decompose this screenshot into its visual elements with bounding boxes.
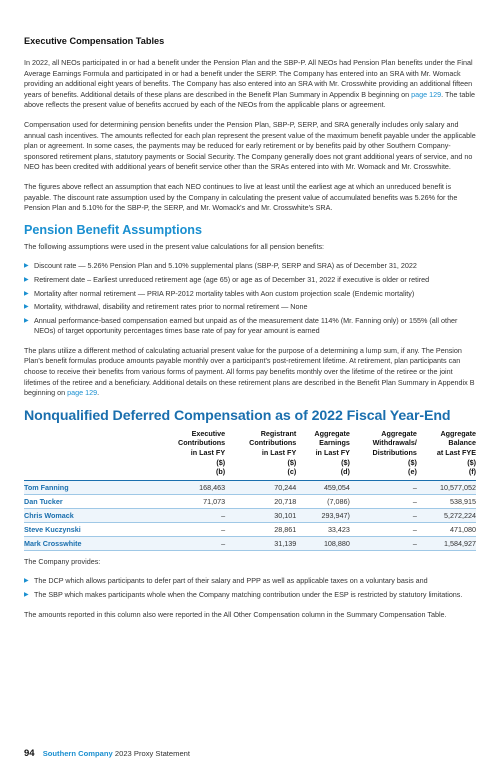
document-name: 2023 Proxy Statement — [114, 749, 191, 758]
list-item-text: Mortality after normal retirement — PRIA RP-2012 mortality tables with Aon custom projection scale (Endemic mortality) — [34, 288, 415, 298]
cell-registrant-contributions: 70,244 — [225, 480, 296, 494]
triangle-bullet-icon: ▶ — [24, 263, 29, 270]
table-row — [24, 480, 476, 494]
paragraph-text: The plans utilize a different method of calculating actuarial present value for the purpose of a determining a lump sum, if any. The Pension Plan's benefit formulas produce amounts payable monthly over a participant's post-retirement lifetime. At retirement, plan participants can choose to receive their benefits from various forms of payment. All forms pay benefits monthly over the lifetime of the retiree or the joint lifetimes of the retiree and a beneficiary. Additional details on these retirement plans are described in the Benefit Plan Summary in Appendix B beginning on — [24, 345, 475, 398]
list-item-text: Annual performance-based compensation earned but unpaid as of the measurement date 114% (Mr. Fanning only) or 155% (all other NEOs) of target opportunity percentages times base rate of pay for year amount is earned — [34, 315, 458, 336]
cell-aggregate-balance: 10,577,052 — [417, 480, 476, 494]
row-name: Mark Crosswhite — [24, 536, 154, 550]
triangle-bullet-icon: ▶ — [24, 317, 29, 324]
list-item — [24, 576, 476, 587]
pension-assumptions-list — [24, 261, 476, 337]
table-header-row — [24, 429, 476, 480]
list-item — [24, 261, 476, 272]
list-item-text: Retirement date – Earliest unreduced retirement age (age 65) or age as of December 31, 2022 if executive is older or retired — [34, 274, 430, 284]
list-item-text: Discount rate — 5.26% Pension Plan and 5.10% supplemental plans (SBP-P, SERP and SRA) as of December 31, 2022 — [34, 261, 417, 271]
list-item-text: Mortality, withdrawal, disability and retirement rates prior to normal retirement — None — [34, 302, 308, 312]
cell-aggregate-earnings: (7,086) — [296, 494, 350, 508]
triangle-bullet-icon: ▶ — [24, 578, 29, 585]
list-item — [24, 275, 476, 286]
column-header-aggregate-balance: Aggregate Balance at Last FYE ($) (f) — [436, 428, 476, 477]
list-item — [24, 316, 476, 337]
paragraph-discount-rate: The figures above reflect an assumption that each NEO continues to live at least until the earliest age at which an unreduced benefit is payable. The discount rate assumption used by the Company in calculating the present value of accumulated benefits was 5.26% for the Pension Plan and 5.10% for the SBP-P, the SERP, and Mr. Womack's and Mr. Crosswhite's SRA. — [24, 181, 458, 213]
paragraph-compensation-basis: Compensation used for determining pension benefits under the Pension Plan, SBP-P, SERP, and SRA generally includes only salary and annual cash incentives. The amounts reflected for each plan represent the present value of the maximum benefit payable under the applicable plan or agreement. In some cases, the payments may be reduced for early retirement or by benefits paid by other Southern Company-sponsored retirement plans, statutory payments or Social Security. The Company generally does not grant additional years of service, and no NEO has been credited with additional years of benefit service other than the SRAs entered into with Mr. Womack and Mr. Crosswhite. — [24, 119, 476, 172]
cell-aggregate-withdrawals: – — [350, 536, 417, 550]
column-header-aggregate-withdrawals: Aggregate Withdrawals/ Distributions ($) (e) — [372, 428, 417, 477]
pension-assumptions-heading: Pension Benefit Assumptions — [24, 222, 202, 237]
table-row — [24, 508, 476, 522]
page-number: 94 — [24, 748, 35, 759]
paragraph-text: . The table above reflects the present value of benefits accrued by each of the NEOs from the applicable plans or agreement. — [24, 89, 475, 110]
paragraph-text: In 2022, all NEOs participated in or had a benefit under the Pension Plan and the SBP-P. All NEOs had Pension Plan benefits under the Final Average Earnings Formula and participated in or had a benefit under the SERP. The Company has entered into an SRA with Mr. Womack providing an additional eight years of benefits. The Company has also entered into an SRA with Mr. Crosswhite providing an additional fifteen years of benefits. Additional details of these plans are described in the Benefit Plan Summary in Appendix B beginning on — [24, 58, 473, 99]
pension-intro: The following assumptions were used in the present value calculations for all pension benefits: — [24, 241, 325, 251]
row-name: Steve Kuczynski — [24, 522, 154, 536]
table-row — [24, 536, 476, 550]
list-item — [24, 590, 476, 601]
cell-executive-contributions: – — [154, 536, 225, 550]
cell-registrant-contributions: 20,718 — [225, 494, 296, 508]
cell-aggregate-withdrawals: – — [350, 522, 417, 536]
name-column-header — [24, 429, 154, 480]
cell-aggregate-balance: 538,915 — [417, 494, 476, 508]
cell-aggregate-withdrawals: – — [350, 480, 417, 494]
paragraph-amounts-reported: The amounts reported in this column also were reported in the All Other Compensation column in the Summary Compensation Table. — [24, 609, 447, 619]
triangle-bullet-icon: ▶ — [24, 276, 29, 283]
row-name: Chris Womack — [24, 508, 154, 522]
paragraph-pension-participation — [24, 58, 476, 111]
cell-registrant-contributions: 30,101 — [225, 508, 296, 522]
cell-aggregate-balance: 1,584,927 — [417, 536, 476, 550]
cell-aggregate-earnings: 108,880 — [296, 536, 350, 550]
cell-aggregate-withdrawals: – — [350, 494, 417, 508]
list-item-text: The DCP which allows participants to defer part of their salary and PPP as well as applicable taxes on a voluntary basis and — [34, 576, 428, 586]
paragraph-text: . — [97, 388, 100, 398]
triangle-bullet-icon: ▶ — [24, 290, 29, 297]
triangle-bullet-icon: ▶ — [24, 304, 29, 311]
cell-executive-contributions: – — [154, 508, 225, 522]
column-header-registrant-contributions: Registrant Contributions in Last FY ($) (c) — [249, 428, 297, 477]
section-title: Executive Compensation Tables — [24, 36, 165, 46]
cell-aggregate-earnings: 293,947) — [296, 508, 350, 522]
page-content — [24, 36, 476, 629]
company-provides: The Company provides: — [24, 556, 101, 566]
company-name: Southern Company — [42, 749, 113, 758]
cell-executive-contributions: – — [154, 522, 225, 536]
nqdc-plans-list — [24, 576, 476, 600]
cell-aggregate-earnings: 33,423 — [296, 522, 350, 536]
page-footer — [24, 748, 190, 759]
nqdc-heading: Nonqualified Deferred Compensation as of 2022 Fiscal Year-End — [24, 407, 451, 424]
cell-aggregate-balance: 471,080 — [417, 522, 476, 536]
list-item — [24, 302, 476, 313]
list-item — [24, 289, 476, 300]
table-row — [24, 494, 476, 508]
triangle-bullet-icon: ▶ — [24, 592, 29, 598]
cell-registrant-contributions: 28,861 — [225, 522, 296, 536]
cell-executive-contributions: 71,073 — [154, 494, 225, 508]
cell-registrant-contributions: 31,139 — [225, 536, 296, 550]
table-row — [24, 522, 476, 536]
page-link[interactable]: page 129 — [67, 388, 98, 398]
row-name: Tom Fanning — [24, 480, 154, 494]
paragraph-lump-sum — [24, 346, 476, 399]
nqdc-table — [24, 429, 476, 551]
cell-aggregate-balance: 5,272,224 — [417, 508, 476, 522]
column-header-aggregate-earnings: Aggregate Earnings in Last FY ($) (d) — [314, 428, 350, 477]
page-link[interactable]: page 129 — [411, 89, 442, 99]
cell-executive-contributions: 168,463 — [154, 480, 225, 494]
cell-aggregate-withdrawals: – — [350, 508, 417, 522]
cell-aggregate-earnings: 459,054 — [296, 480, 350, 494]
row-name: Dan Tucker — [24, 494, 154, 508]
column-header-executive-contributions: Executive Contributions in Last FY ($) (b) — [178, 428, 226, 477]
list-item-text: The SBP which makes participants whole when the Company matching contribution under the ESP is restricted by statutory limitations. — [34, 590, 463, 599]
